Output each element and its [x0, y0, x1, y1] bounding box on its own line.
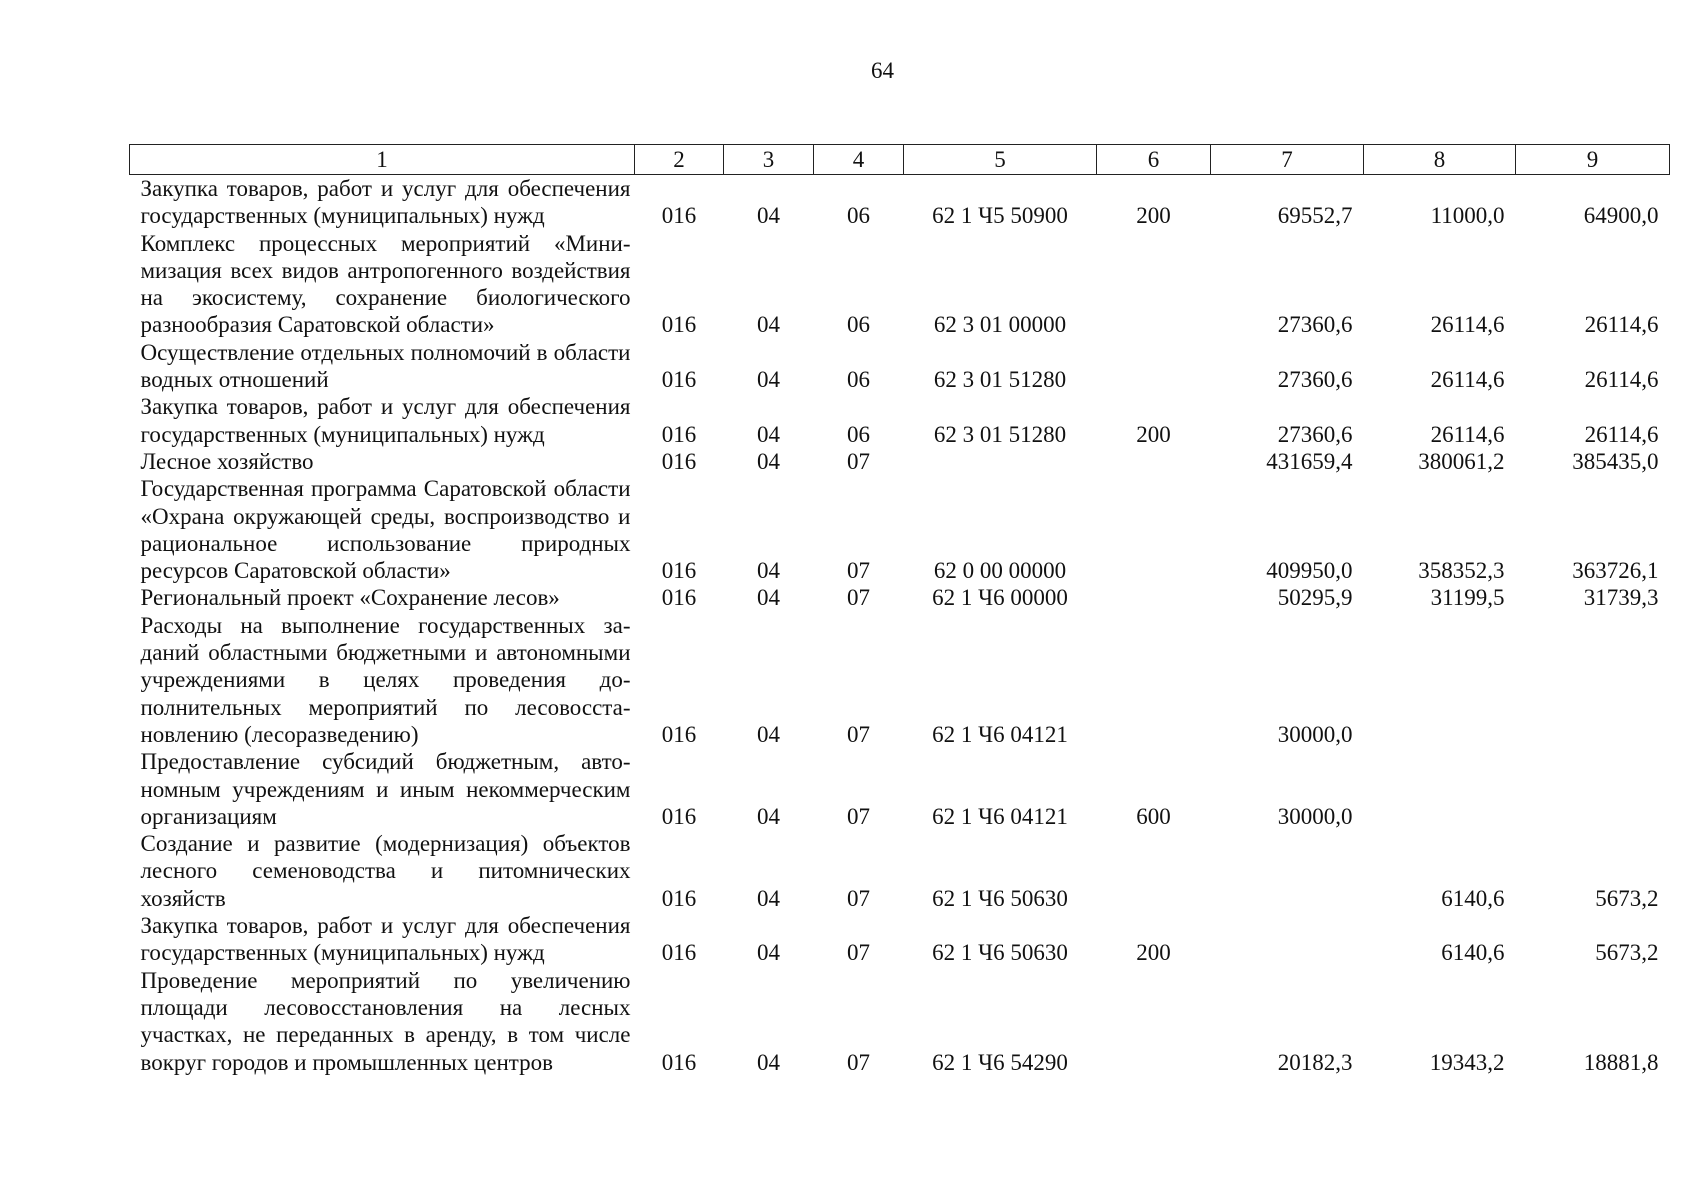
cell-target-article: 62 3 01 51280 — [933, 367, 1067, 393]
table-row — [130, 230, 1670, 339]
cell-target-article: 62 1 Ч6 54290 — [932, 1049, 1068, 1075]
cell-subsection: 07 — [847, 558, 870, 584]
row-name: Закупка товаров, работ и услуг для обеспечения государственных (муниципальных) нужд — [140, 176, 631, 229]
header-cell: 1 — [130, 145, 635, 175]
header-cell: 3 — [724, 145, 814, 175]
cell-subsection: 07 — [847, 721, 870, 747]
cell-amount-col9: 18881,8 — [1583, 1049, 1659, 1075]
cell-ministry-code: 016 — [661, 803, 697, 829]
cell-amount-col7: 30000,0 — [1277, 721, 1353, 747]
cell-amount-col7: 431659,4 — [1266, 448, 1353, 474]
table-row — [130, 830, 1670, 912]
header-cell: 5 — [904, 145, 1097, 175]
cell-section: 04 — [757, 203, 780, 229]
cell-section: 04 — [757, 558, 780, 584]
table-row — [130, 475, 1670, 584]
cell-target-article: 62 1 Ч6 04121 — [932, 721, 1068, 747]
cell-ministry-code: 016 — [661, 203, 697, 229]
cell-amount-col8 — [1364, 748, 1516, 830]
cell-expense-type: 200 — [1136, 203, 1171, 229]
cell-target-article: 62 3 01 00000 — [933, 312, 1067, 338]
cell-expense-type: 600 — [1136, 803, 1171, 829]
table-row — [130, 967, 1670, 1076]
cell-subsection: 06 — [847, 421, 870, 447]
cell-subsection: 07 — [847, 448, 870, 474]
table-row — [130, 748, 1670, 830]
cell-ministry-code: 016 — [661, 1049, 697, 1075]
cell-amount-col7: 30000,0 — [1277, 803, 1353, 829]
cell-ministry-code: 016 — [661, 421, 697, 447]
cell-section: 04 — [757, 885, 780, 911]
table-row — [130, 612, 1670, 748]
cell-amount-col8: 19343,2 — [1429, 1049, 1505, 1075]
cell-subsection: 06 — [847, 367, 870, 393]
cell-amount-col9 — [1516, 612, 1670, 748]
page-number: 64 — [871, 58, 894, 83]
cell-amount-col7: 20182,3 — [1277, 1049, 1353, 1075]
cell-section: 04 — [757, 721, 780, 747]
cell-section: 04 — [757, 312, 780, 338]
cell-amount-col9: 26114,6 — [1584, 367, 1659, 393]
cell-expense-type — [1097, 475, 1211, 584]
header-cell: 2 — [635, 145, 724, 175]
table-row — [130, 912, 1670, 967]
cell-amount-col7 — [1211, 830, 1364, 912]
cell-section: 04 — [757, 448, 780, 474]
row-name: Закупка товаров, работ и услуг для обеспечения государственных (муниципальных) нужд — [140, 913, 631, 966]
cell-target-article: 62 1 Ч6 04121 — [932, 803, 1068, 829]
cell-subsection: 07 — [847, 940, 870, 966]
cell-section: 04 — [757, 803, 780, 829]
cell-expense-type — [1097, 448, 1211, 475]
table-row — [130, 393, 1670, 448]
cell-amount-col8: 11000,0 — [1430, 203, 1505, 229]
row-name: Лесное хозяйство — [140, 448, 314, 474]
cell-ministry-code: 016 — [661, 721, 697, 747]
cell-target-article: 62 0 00 00000 — [933, 558, 1067, 584]
cell-amount-col9: 363726,1 — [1572, 558, 1659, 584]
cell-amount-col9: 64900,0 — [1583, 203, 1659, 229]
cell-target-article: 62 3 01 51280 — [933, 421, 1067, 447]
cell-expense-type — [1097, 230, 1211, 339]
cell-amount-col9: 26114,6 — [1584, 312, 1659, 338]
table-header-row — [130, 145, 1670, 175]
cell-subsection: 07 — [847, 585, 870, 611]
row-name: Проведение мероприятий по увеличению площади лесовосстановления на лесных участках, не переданных в аренду, в том числе вокруг городов и промышленных центров — [140, 967, 631, 1075]
cell-amount-col8: 6140,6 — [1441, 940, 1505, 966]
cell-ministry-code: 016 — [661, 312, 697, 338]
row-name: Комплекс процессных мероприятий «Минимизация всех видов антропогенного воздействия на экосистему, сохранение биологического разнообразия Саратовской области» — [140, 230, 631, 338]
header-cell: 9 — [1516, 145, 1670, 175]
cell-expense-type: 200 — [1136, 940, 1171, 966]
row-name: Предоставление субсидий бюджетным, автономным учреждениям и иным некоммерческим организациям — [140, 749, 631, 829]
cell-ministry-code: 016 — [661, 885, 697, 911]
cell-section: 04 — [757, 940, 780, 966]
cell-expense-type: 200 — [1136, 421, 1171, 447]
cell-expense-type — [1097, 584, 1211, 611]
cell-target-article: 62 1 Ч5 50900 — [932, 203, 1068, 229]
cell-amount-col8: 6140,6 — [1441, 885, 1505, 911]
cell-expense-type — [1097, 612, 1211, 748]
cell-amount-col9: 5673,2 — [1595, 940, 1659, 966]
cell-section: 04 — [757, 367, 780, 393]
row-name: Расходы на выполнение государственных заданий областными бюджетными и автономными учреждениями в целях проведения дополнительных мероприятий по лесовосстановлению (лесоразведению) — [140, 612, 631, 747]
cell-amount-col8: 26114,6 — [1430, 367, 1505, 393]
cell-ministry-code: 016 — [661, 558, 697, 584]
cell-target-article — [904, 448, 1097, 475]
cell-amount-col7: 409950,0 — [1266, 558, 1353, 584]
cell-amount-col8: 358352,3 — [1418, 558, 1505, 584]
cell-target-article: 62 1 Ч6 50630 — [932, 885, 1068, 911]
cell-amount-col7: 50295,9 — [1277, 585, 1353, 611]
cell-amount-col7 — [1211, 912, 1364, 967]
cell-amount-col9: 385435,0 — [1572, 448, 1659, 474]
table-row — [130, 175, 1670, 230]
cell-subsection: 06 — [847, 312, 870, 338]
cell-amount-col9: 5673,2 — [1595, 885, 1659, 911]
header-cell: 4 — [814, 145, 904, 175]
cell-ministry-code: 016 — [661, 448, 697, 474]
cell-expense-type — [1097, 830, 1211, 912]
cell-ministry-code: 016 — [661, 585, 697, 611]
row-name: Государственная программа Саратовской области «Охрана окружающей среды, воспроизводство и рациональное использование природных ресурсов Саратовской области» — [140, 476, 631, 584]
cell-section: 04 — [757, 585, 780, 611]
cell-target-article: 62 1 Ч6 50630 — [932, 940, 1068, 966]
header-cell: 7 — [1211, 145, 1364, 175]
cell-subsection: 07 — [847, 885, 870, 911]
cell-target-article: 62 1 Ч6 00000 — [932, 585, 1068, 611]
row-name: Закупка товаров, работ и услуг для обеспечения государственных (муниципальных) нужд — [140, 394, 631, 447]
row-name: Осуществление отдельных полномочий в области водных отношений — [140, 339, 631, 393]
cell-ministry-code: 016 — [661, 367, 697, 393]
cell-subsection: 07 — [847, 803, 870, 829]
table-row — [130, 339, 1670, 394]
cell-amount-col9 — [1516, 748, 1670, 830]
cell-subsection: 07 — [847, 1049, 870, 1075]
budget-table — [129, 144, 1670, 1076]
cell-expense-type — [1097, 339, 1211, 394]
table-row — [130, 584, 1670, 611]
header-cell: 6 — [1097, 145, 1211, 175]
table-row — [130, 448, 1670, 475]
cell-amount-col7: 27360,6 — [1277, 367, 1353, 393]
cell-amount-col8: 26114,6 — [1430, 421, 1505, 447]
cell-amount-col7: 69552,7 — [1277, 203, 1353, 229]
header-cell: 8 — [1364, 145, 1516, 175]
cell-ministry-code: 016 — [661, 940, 697, 966]
cell-subsection: 06 — [847, 203, 870, 229]
cell-section: 04 — [757, 421, 780, 447]
row-name: Создание и развитие (модернизация) объектов лесного семеноводства и питомнических хозяйств — [140, 831, 631, 911]
cell-amount-col8: 380061,2 — [1418, 448, 1505, 474]
row-name: Региональный проект «Сохранение лесов» — [140, 585, 560, 611]
cell-amount-col9: 31739,3 — [1583, 585, 1659, 611]
cell-amount-col8 — [1364, 612, 1516, 748]
cell-section: 04 — [757, 1049, 780, 1075]
cell-amount-col9: 26114,6 — [1584, 421, 1659, 447]
cell-amount-col8: 26114,6 — [1430, 312, 1505, 338]
cell-expense-type — [1097, 967, 1211, 1076]
cell-amount-col8: 31199,5 — [1430, 585, 1505, 611]
cell-amount-col7: 27360,6 — [1277, 312, 1353, 338]
cell-amount-col7: 27360,6 — [1277, 421, 1353, 447]
